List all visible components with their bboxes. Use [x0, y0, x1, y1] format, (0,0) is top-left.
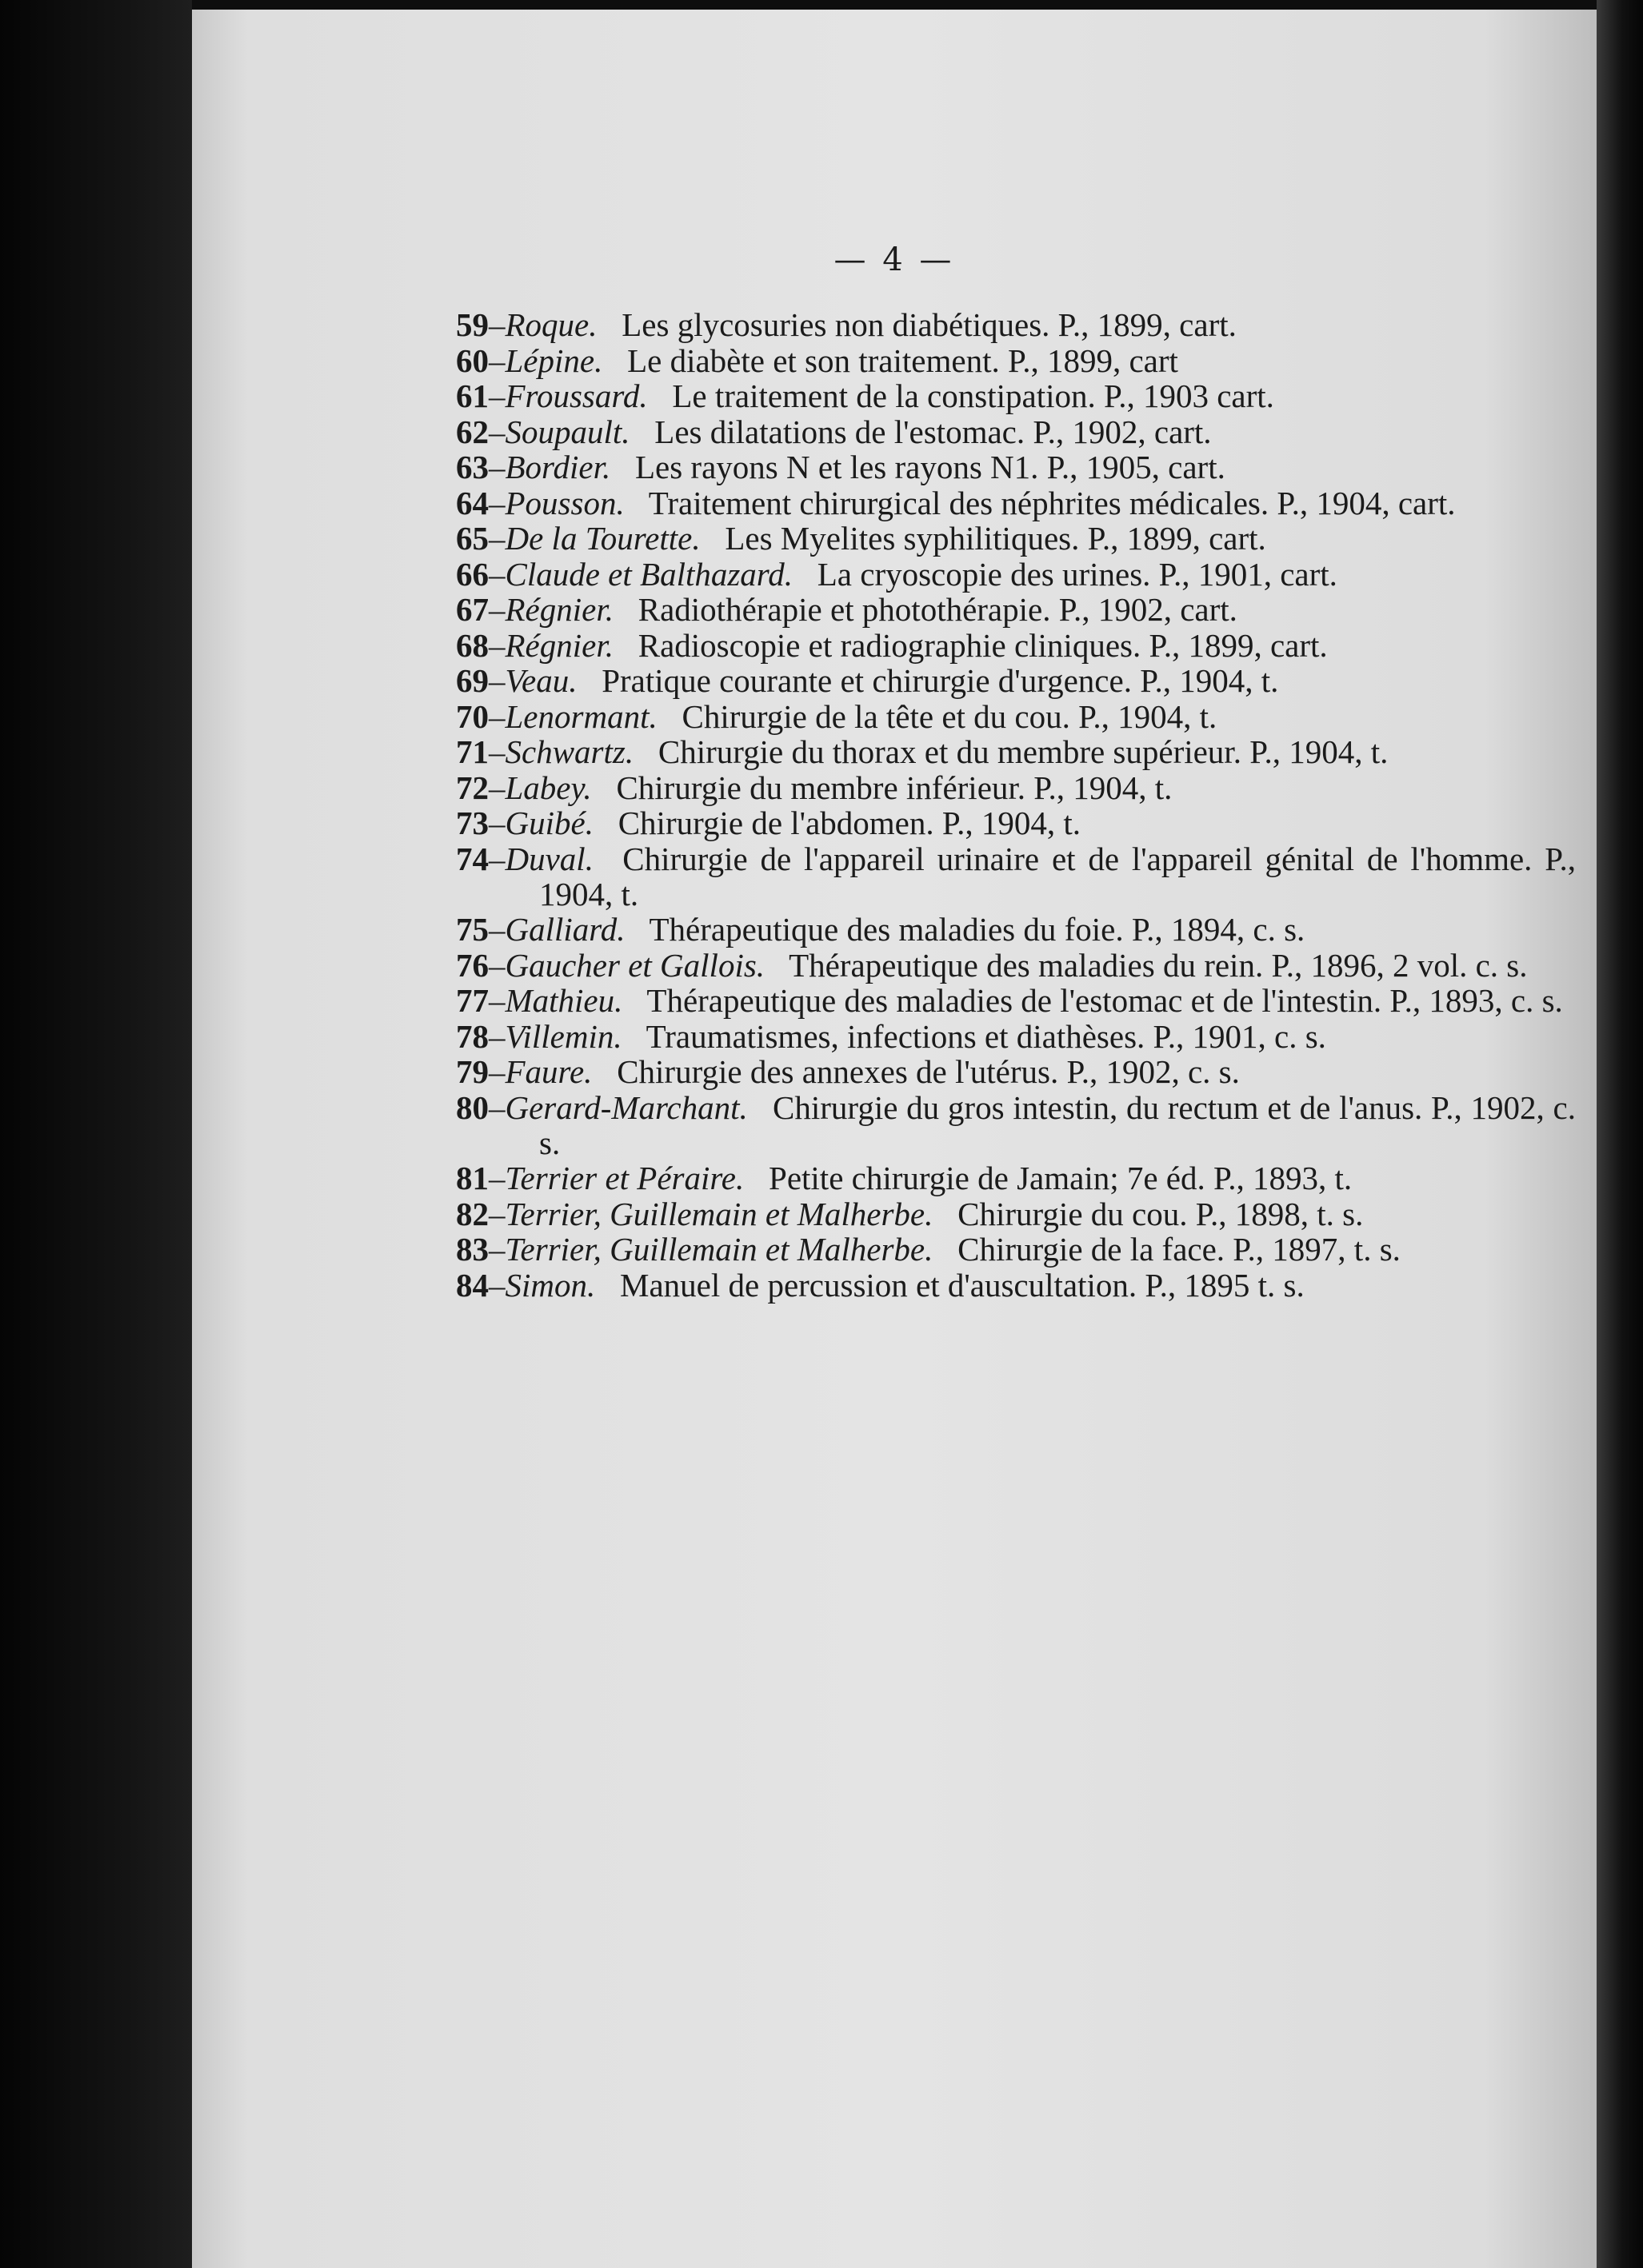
entry-dash: – [489, 733, 506, 770]
entry-text: Thérapeutique des maladies du foie. P., 1894, c. s. [649, 911, 1305, 948]
entry-dash: – [489, 697, 506, 735]
entry-dash: – [489, 769, 506, 806]
entry-author: Schwartz. [505, 733, 634, 770]
entry-dash: – [489, 626, 506, 664]
entry-author: Terrier, Guillemain et Malherbe. [505, 1231, 933, 1268]
entry-text: Les Myelites syphilitiques. P., 1899, cart. [725, 520, 1266, 557]
entry-text: La cryoscopie des urines. P., 1901, cart. [817, 555, 1337, 593]
scan-border-left [0, 0, 192, 2268]
entry-author: Claude et Balthazard. [505, 555, 793, 593]
entry-number: 82 [456, 1195, 489, 1232]
entry-dash: – [489, 946, 506, 984]
entry-dash: – [489, 1160, 506, 1196]
entry-number: 60 [456, 341, 489, 379]
bibliography-entry [456, 1268, 1576, 1303]
entry-text: Le traitement de la constipation. P., 1903 cart. [672, 377, 1274, 414]
entry-dash: – [489, 413, 506, 450]
entry-number: 61 [456, 377, 489, 414]
entry-text: Traumatismes, infections et diathèses. P., 1901, c. s. [646, 1017, 1326, 1055]
bibliography-entry [456, 307, 1576, 342]
bibliography-entry [456, 805, 1576, 841]
page-number: — 4 — [833, 242, 955, 278]
entry-number: 83 [456, 1231, 489, 1268]
entry-dash: – [489, 306, 506, 343]
entry-text: Thérapeutique des maladies du rein. P., 1896, 2 vol. c. s. [789, 946, 1528, 984]
entry-text: Chirurgie des annexes de l'utérus. P., 1902, c. s. [617, 1053, 1240, 1090]
bibliography-entry [456, 414, 1576, 449]
entry-dash: – [489, 805, 506, 841]
entry-number: 75 [456, 911, 489, 948]
bibliography-entry [456, 1019, 1576, 1054]
bibliography-entry [456, 841, 1576, 912]
bibliography-entry [456, 1196, 1576, 1232]
entry-text: Traitement chirurgical des néphrites médicales. P., 1904, cart. [648, 484, 1456, 521]
entry-text: Radiothérapie et photothérapie. P., 1902, cart. [638, 591, 1237, 628]
entry-dash: – [489, 982, 506, 1019]
entry-number: 71 [456, 733, 489, 770]
entry-author: Faure. [505, 1053, 593, 1090]
scan-border-right [1597, 0, 1643, 2268]
entry-number: 74 [456, 840, 489, 877]
bibliography-entry [456, 699, 1576, 734]
bibliography-entry [456, 449, 1576, 485]
entry-dash: – [489, 520, 506, 557]
entry-number: 70 [456, 697, 489, 735]
bibliography-entry [456, 343, 1576, 378]
bibliography-entry [456, 734, 1576, 769]
entry-text: Chirurgie de la face. P., 1897, t. s. [957, 1231, 1401, 1268]
entry-number: 68 [456, 626, 489, 664]
entry-number: 80 [456, 1088, 489, 1126]
bibliography-entry [456, 1160, 1576, 1196]
entry-text: Radioscopie et radiographie cliniques. P., 1899, cart. [638, 626, 1328, 664]
entry-number: 77 [456, 982, 489, 1019]
entry-author: Guibé. [505, 805, 594, 841]
entry-author: Veau. [505, 662, 578, 699]
entry-number: 79 [456, 1053, 489, 1090]
entry-dash: – [489, 591, 506, 628]
entry-author: Froussard. [505, 377, 648, 414]
entry-text: Petite chirurgie de Jamain; 7e éd. P., 1893, t. [769, 1160, 1353, 1196]
entry-author: Gerard-Marchant. [505, 1088, 748, 1126]
bibliography-entry [456, 912, 1576, 947]
entry-text: Thérapeutique des maladies de l'estomac et de l'intestin. P., 1893, c. s. [646, 982, 1563, 1019]
bibliography-entry [456, 1090, 1576, 1160]
entry-dash: – [489, 1231, 506, 1268]
entry-number: 63 [456, 449, 489, 485]
bibliography-list [456, 307, 1576, 1303]
entry-author: Labey. [505, 769, 592, 806]
entry-author: Régnier. [505, 626, 614, 664]
entry-text: Chirurgie du thorax et du membre supérieur. P., 1904, t. [658, 733, 1389, 770]
bibliography-entry [456, 628, 1576, 663]
entry-author: Roque. [505, 306, 598, 343]
entry-text: Manuel de percussion et d'auscultation. P., 1895 t. s. [620, 1266, 1305, 1304]
bibliography-entry [456, 1054, 1576, 1089]
entry-dash: – [489, 377, 506, 414]
entry-number: 65 [456, 520, 489, 557]
document-page [192, 10, 1597, 2268]
bibliography-entry [456, 770, 1576, 805]
entry-dash: – [489, 1266, 506, 1304]
entry-dash: – [489, 662, 506, 699]
entry-author: Lenormant. [505, 697, 658, 735]
entry-author: Gaucher et Gallois. [505, 946, 766, 984]
bibliography-entry [456, 983, 1576, 1018]
entry-number: 72 [456, 769, 489, 806]
entry-text: Les rayons N et les rayons N1. P., 1905, cart. [634, 449, 1225, 485]
entry-text: Les dilatations de l'estomac. P., 1902, cart. [654, 413, 1212, 450]
entry-text: Pratique courante et chirurgie d'urgence. P., 1904, t. [602, 662, 1279, 699]
entry-author: Terrier et Péraire. [505, 1160, 745, 1196]
entry-author: Mathieu. [505, 982, 623, 1019]
entry-dash: – [489, 484, 506, 521]
entry-text: Chirurgie du cou. P., 1898, t. s. [957, 1195, 1364, 1232]
entry-dash: – [489, 1053, 506, 1090]
entry-number: 69 [456, 662, 489, 699]
entry-author: Bordier. [505, 449, 611, 485]
entry-number: 67 [456, 591, 489, 628]
entry-dash: – [489, 1195, 506, 1232]
entry-number: 59 [456, 306, 489, 343]
entry-dash: – [489, 1017, 506, 1055]
entry-text: Chirurgie de l'appareil urinaire et de l'appareil génital de l'homme. P., 1904, t. [539, 840, 1576, 912]
entry-text: Le diabète et son traitement. P., 1899, cart [627, 341, 1178, 379]
entry-dash: – [489, 341, 506, 379]
entry-dash: – [489, 911, 506, 948]
entry-number: 81 [456, 1160, 489, 1196]
entry-author: Lépine. [505, 341, 603, 379]
entry-text: Chirurgie de l'abdomen. P., 1904, t. [618, 805, 1081, 841]
entry-author: Duval. [505, 840, 594, 877]
entry-number: 84 [456, 1266, 489, 1304]
bibliography-entry [456, 663, 1576, 698]
entry-text: Chirurgie du membre inférieur. P., 1904, t. [616, 769, 1173, 806]
entry-author: Soupault. [505, 413, 630, 450]
entry-number: 62 [456, 413, 489, 450]
entry-dash: – [489, 555, 506, 593]
entry-dash: – [489, 449, 506, 485]
entry-author: Villemin. [505, 1017, 622, 1055]
entry-author: De la Tourette. [505, 520, 701, 557]
bibliography-entry [456, 557, 1576, 592]
bibliography-entry [456, 378, 1576, 413]
bibliography-entry [456, 521, 1576, 556]
entry-author: Régnier. [505, 591, 614, 628]
entry-text: Chirurgie du gros intestin, du rectum et de l'anus. P., 1902, c. s. [539, 1088, 1576, 1161]
entry-number: 78 [456, 1017, 489, 1055]
entry-author: Pousson. [505, 484, 625, 521]
bibliography-entry [456, 1232, 1576, 1267]
bibliography-entry [456, 948, 1576, 983]
entry-text: Chirurgie de la tête et du cou. P., 1904, t. [682, 697, 1217, 735]
entry-number: 64 [456, 484, 489, 521]
entry-author: Simon. [505, 1266, 596, 1304]
entry-dash: – [489, 840, 506, 877]
entry-author: Galliard. [505, 911, 626, 948]
entry-author: Terrier, Guillemain et Malherbe. [505, 1195, 933, 1232]
entry-dash: – [489, 1088, 506, 1126]
entry-number: 76 [456, 946, 489, 984]
bibliography-entry [456, 485, 1576, 521]
entry-number: 66 [456, 555, 489, 593]
entry-number: 73 [456, 805, 489, 841]
bibliography-entry [456, 592, 1576, 627]
entry-text: Les glycosuries non diabétiques. P., 1899, cart. [622, 306, 1237, 343]
